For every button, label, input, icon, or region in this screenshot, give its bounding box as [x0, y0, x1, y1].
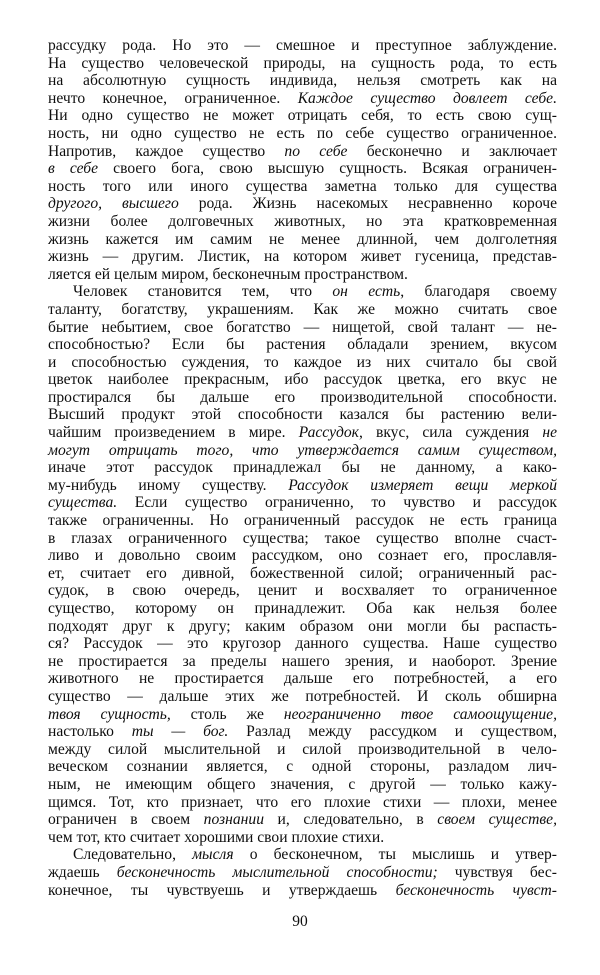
text-line: [48, 618, 557, 636]
text-line: [48, 354, 557, 372]
text-run: , вкус, сила суждения: [358, 424, 543, 442]
text-run: существо, которому он принадлежит. Оба как нельзя более: [48, 600, 557, 617]
italic-run: он есть: [332, 283, 401, 301]
text-run: ет, считает его дивной, божественной силой; ограниченный рас-: [48, 564, 557, 582]
text-run: веческом сознании является, с одной стороны, разладом лич-: [48, 758, 557, 776]
text-run: рассудку рода. Но это — смешное и преступное заблуждение.: [48, 37, 557, 54]
italic-run: не: [542, 424, 557, 442]
italic-run: существа.: [48, 494, 118, 512]
text-run: столь же: [170, 705, 284, 723]
text-run: своего бога, свою высшую сущность. Всякая ограничен-: [98, 160, 557, 178]
text-run: На существо человеческой природы, на сущность рода, то есть: [48, 54, 557, 72]
text-line: [48, 107, 557, 125]
text-line: [48, 371, 557, 389]
text-run: ливо и довольно своим рассудком, оно сознает его, прославля-: [48, 547, 557, 565]
text-line: [48, 37, 557, 55]
text-run: Высший продукт этой способности казался бы растению вели-: [48, 406, 557, 424]
text-line: [48, 688, 557, 706]
text-run: на абсолютную сущность индивида, нельзя смотреть как на: [48, 72, 557, 90]
text-line: [48, 547, 557, 565]
text-run: чем тот, кто считает хорошими свои плохие стихи.: [48, 828, 385, 846]
text-run: Человек становится тем, что: [73, 283, 333, 301]
text-line: [48, 72, 557, 90]
text-run: жизнь кажется им самим не менее длинной, чем долголетняя: [48, 230, 557, 248]
text-line: [48, 125, 557, 143]
italic-run: неограниченно твое самоощущение,: [283, 705, 557, 723]
text-run: ляется ей целым миром, бесконечным пространством.: [48, 265, 408, 283]
text-line: [48, 776, 557, 794]
text-line: [48, 231, 557, 249]
text-run: чайшим произведением в мире.: [48, 424, 299, 442]
text-line: [48, 882, 557, 900]
italic-run: Рассудок: [298, 424, 359, 442]
text-run: подходят друг к другу; каким образом они могли бы распасть-: [48, 617, 557, 635]
text-line: [48, 565, 557, 583]
text-run: о бесконечном, ты мыслишь и утвер-: [233, 846, 557, 864]
text-run: Если существо ограниченно, то чувство и рассудок: [117, 494, 557, 512]
text-line: [48, 319, 557, 337]
text-line: [48, 811, 557, 829]
text-line: [48, 794, 557, 812]
text-line: [48, 864, 557, 882]
text-run: цветок наиболее прекрасным, ибо рассудок цветка, его вкус не: [48, 371, 557, 389]
text-run: иначе этот рассудок принадлежал бы не данному, а како-: [48, 459, 557, 477]
text-run: бытие небытием, свое богатство — нищетой, свой талант — не-: [48, 318, 557, 336]
page-number: 90: [292, 913, 308, 930]
text-run: между силой мыслительной и силой производительной в чело-: [48, 740, 557, 758]
text-run: Следовательно,: [73, 846, 193, 864]
text-line: [48, 723, 557, 741]
text-run: нечто конечное, ограниченное.: [48, 89, 298, 107]
text-line: [48, 213, 557, 231]
text-run: му-нибудь иному существу.: [48, 476, 289, 494]
text-run: существо — дальше этих же потребностей. И сколь обширна: [48, 687, 557, 705]
text-run: ограничен в своем: [48, 811, 204, 829]
text-line: [48, 635, 557, 653]
text-run: и, следовательно, в: [264, 811, 438, 829]
italic-run: своем существе,: [437, 811, 557, 829]
text-run: бесконечно и заключает: [347, 142, 558, 160]
italic-run: познании: [203, 811, 264, 829]
text-run: чувствуя бес-: [437, 863, 558, 881]
text-line: [48, 653, 557, 671]
text-run: ждаешь: [48, 863, 117, 881]
text-line: [48, 336, 557, 354]
text-run: простирался бы дальше его производительной способности.: [48, 388, 557, 406]
text-run: конечное, ты чувствуешь и утверждаешь: [48, 881, 396, 899]
text-block: [48, 37, 557, 899]
text-run: судок, в свою очередь, ценит и восхваляет то ограниченное: [48, 582, 557, 600]
italic-run: по себе: [284, 142, 348, 160]
italic-run: ты — бог.: [131, 723, 229, 741]
italic-run: могут отрицать того, что утверждается самим существом,: [48, 441, 557, 459]
text-run: Разлад между рассудком и существом,: [228, 723, 557, 741]
text-run: Ни одно существо не может отрицать себя, то есть свою сущ-: [48, 107, 557, 125]
text-run: ным, не имеющим общего значения, с другой — только кажу-: [48, 775, 557, 793]
text-run: рода. Жизнь насекомых несравненно короче: [178, 195, 557, 213]
text-run: также ограниченны. Но ограниченный рассудок не есть граница: [48, 512, 557, 530]
text-line: [48, 442, 557, 460]
text-line: [48, 406, 557, 424]
text-line: [48, 706, 557, 724]
text-line: [48, 459, 557, 477]
text-run: не простирается за пределы нашего зрения, и наоборот. Зрение: [48, 652, 557, 670]
text-line: [48, 283, 557, 301]
text-line: [48, 530, 557, 548]
italic-run: Рассудок измеряет вещи меркой: [288, 476, 557, 494]
text-line: [48, 160, 557, 178]
text-line: [48, 389, 557, 407]
text-line: [48, 512, 557, 530]
text-line: [48, 143, 557, 161]
italic-run: мысля: [192, 846, 234, 864]
text-run: , благодаря своему: [400, 283, 557, 301]
text-line: [48, 266, 557, 284]
text-run: настолько: [48, 723, 132, 741]
italic-run: бесконечность чувст-: [395, 881, 557, 899]
italic-run: другого, высшего: [48, 195, 179, 213]
text-run: жизни более долговечных животных, но эта кратковременная: [48, 212, 557, 230]
text-run: ность, ни одно существо не есть по себе существо ограниченное.: [48, 124, 557, 142]
text-run: жизнь — другим. Листик, на котором живет гусеница, представ-: [48, 248, 557, 266]
text-line: [48, 90, 557, 108]
text-line: [48, 301, 557, 319]
italic-run: в себе: [48, 160, 99, 178]
text-line: [48, 670, 557, 688]
text-line: [48, 424, 557, 442]
text-line: [48, 178, 557, 196]
text-run: таланту, богатству, украшениям. Как же можно считать свое: [48, 300, 557, 318]
italic-run: твоя сущность,: [48, 705, 171, 723]
text-line: [48, 600, 557, 618]
text-line: [48, 829, 557, 847]
text-run: животного не простирается дальше его потребностей, а его: [48, 670, 557, 688]
text-run: в глазах ограниченного существа; такое существо вполне счаст-: [48, 529, 557, 547]
text-line: [48, 494, 557, 512]
text-line: [48, 55, 557, 73]
italic-run: Каждое существо довлеет себе.: [297, 89, 558, 107]
italic-run: бесконечность мыслительной способности;: [116, 863, 438, 881]
text-run: способностью? Если бы растения обладали зрением, вкусом: [48, 336, 557, 354]
text-line: [48, 741, 557, 759]
text-line: [48, 846, 557, 864]
text-line: [48, 758, 557, 776]
text-run: щимся. Тот, кто признает, что его плохие стихи — плохи, менее: [48, 793, 557, 811]
text-run: Напротив, каждое существо: [48, 142, 285, 160]
text-line: [48, 195, 557, 213]
text-line: [48, 582, 557, 600]
text-run: и способностью суждения, то каждое из них считало бы свой: [48, 353, 557, 371]
text-line: [48, 477, 557, 495]
text-run: ность того или иного существа заметна только для существа: [48, 177, 557, 195]
text-line: [48, 248, 557, 266]
text-run: ся? Рассудок — это кругозор данного существа. Наше существо: [48, 635, 557, 653]
